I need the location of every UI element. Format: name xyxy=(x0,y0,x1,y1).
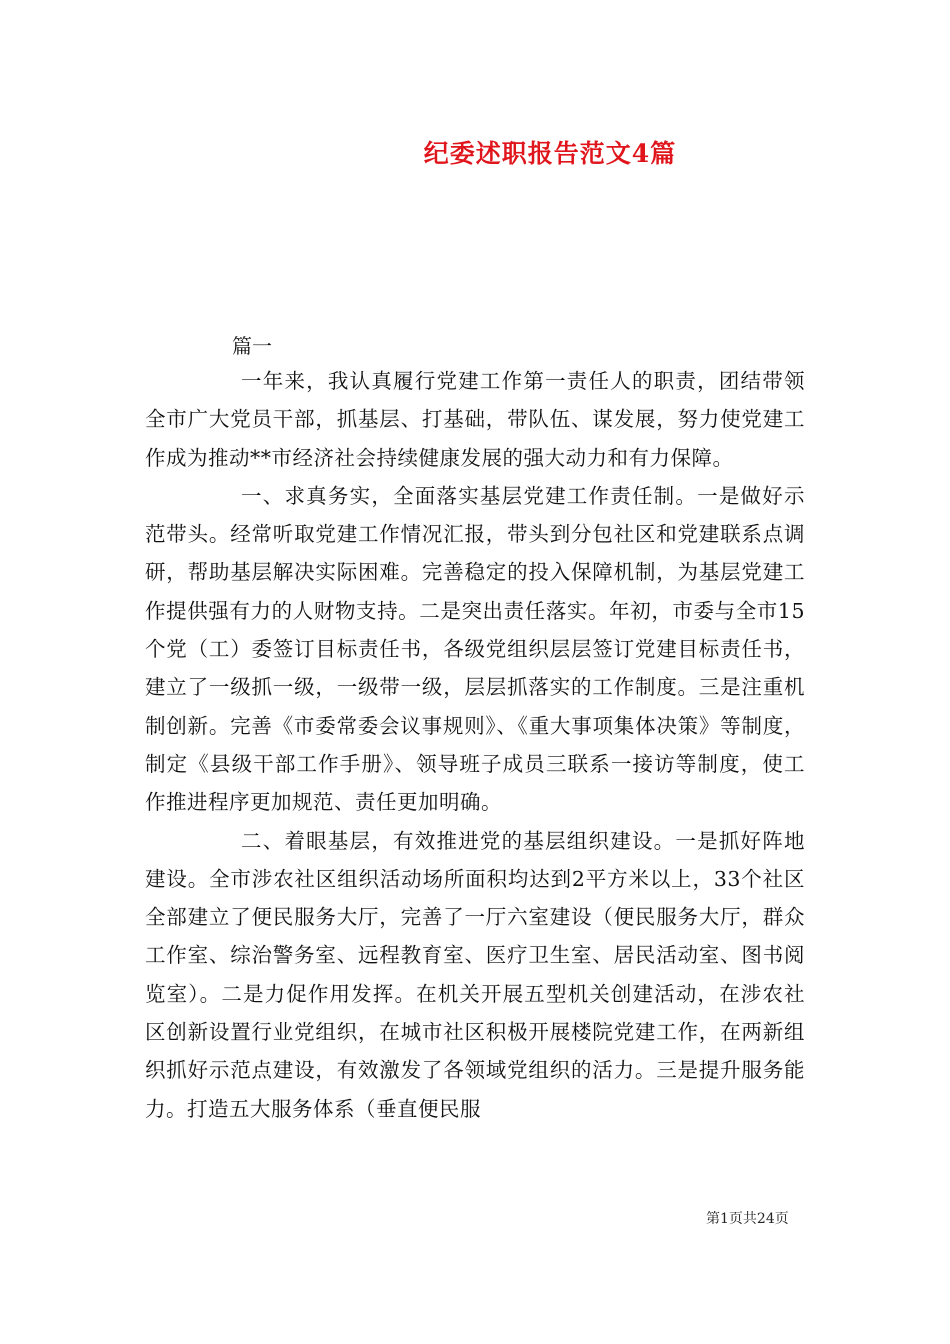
page-footer: 第1页共24页 xyxy=(706,1211,789,1227)
paragraph: 一、求真务实，全面落实基层党建工作责任制。一是做好示范带头。经常听取党建工作情况汇报，带头到分包社区和党建联系点调研，帮助基层解决实际困难。完善稳定的投入保障机制，为基层党建工作提供强有力的人财物支持。二是突出责任落实。年初，市委与全市15个党（工）委签订目标责任书，各级党组织层层签订党建目标责任书，建立了一级抓一级，一级带一级，层层抓落实的工作制度。三是注重机制创新。完善《市委常委会议事规则》、《重大事项集体决策》等制度，制定《县级干部工作手册》、领导班子成员三联系一接访等制度，使工作推进程序更加规范、责任更加明确。 xyxy=(145,483,805,815)
document-title: 纪委述职报告范文4篇 xyxy=(423,139,677,168)
paragraph: 二、着眼基层，有效推进党的基层组织建设。一是抓好阵地建设。全市涉农社区组织活动场所面积均达到2平方米以上，33个社区全部建立了便民服务大厅，完善了一厅六室建设（便民服务大厅，群众工作室、综治警务室、远程教育室、医疗卫生室、居民活动室、图书阅览室）。二是力促作用发挥。在机关开展五型机关创建活动，在涉农社区创新设置行业党组织，在城市社区积极开展楼院党建工作，在两新组织抓好示范点建设，有效激发了各领域党组织的活力。三是提升服务能力。打造五大服务体系（垂直便民服 xyxy=(145,828,805,1121)
section-label: 篇一 xyxy=(232,334,272,358)
document-body xyxy=(145,362,805,1128)
paragraph: 一年来，我认真履行党建工作第一责任人的职责，团结带领全市广大党员干部，抓基层、打基础，带队伍、谋发展，努力使党建工作成为推动**市经济社会持续健康发展的强大动力和有力保障。 xyxy=(145,369,805,470)
